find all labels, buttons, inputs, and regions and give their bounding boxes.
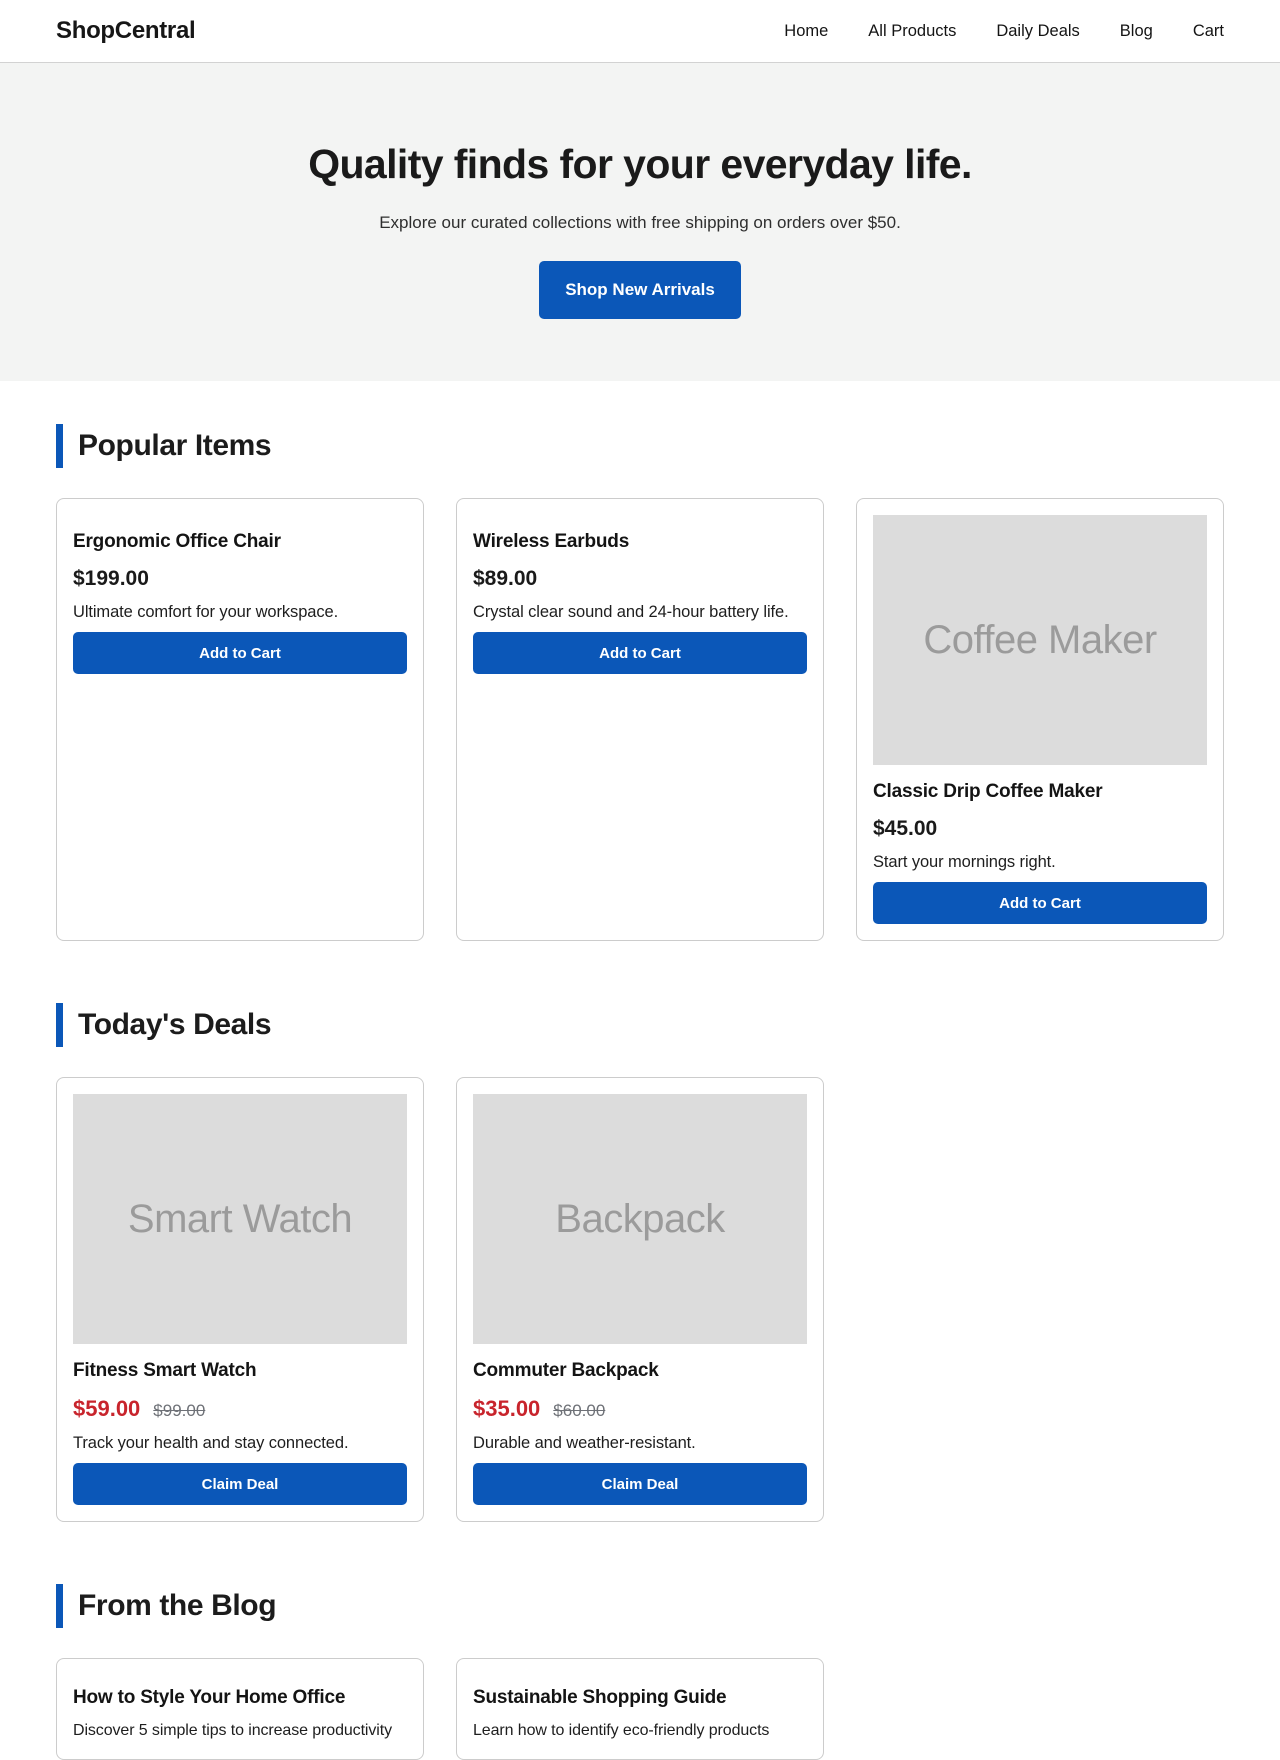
product-description: Start your mornings right. [873, 853, 1056, 872]
product-description: Crystal clear sound and 24-hour battery life. [473, 603, 789, 622]
product-card [856, 498, 1224, 941]
blog-heading: From the Blog [56, 1584, 1224, 1628]
nav-item-daily-deals[interactable]: Daily Deals [996, 21, 1080, 40]
nav-item-home[interactable]: Home [784, 21, 829, 40]
nav-item-blog[interactable]: Blog [1119, 21, 1153, 40]
product-name: Wireless Earbuds [473, 531, 630, 553]
product-name: Fitness Smart Watch [73, 1360, 257, 1382]
product-name: Classic Drip Coffee Maker [873, 781, 1103, 803]
blog-post-excerpt: Learn how to identify eco-friendly products [473, 1722, 770, 1740]
site-header [0, 0, 1280, 63]
deal-card [56, 1077, 424, 1522]
original-price: $99.00 [153, 1401, 206, 1421]
popular-items-heading: Popular Items [56, 424, 1224, 468]
blog-section [56, 1584, 1224, 1760]
product-price: $199.00 [73, 567, 149, 591]
product-image-placeholder: Coffee Maker [873, 515, 1207, 765]
blog-grid [56, 1658, 1224, 1760]
add-to-cart-button[interactable]: Add to Cart [473, 632, 807, 674]
shop-new-arrivals-button[interactable]: Shop New Arrivals [539, 261, 741, 319]
original-price: $60.00 [553, 1401, 606, 1421]
product-image-placeholder: Smart Watch [73, 1094, 407, 1344]
blog-post-excerpt: Discover 5 simple tips to increase productivity [73, 1722, 392, 1740]
deal-card [456, 1077, 824, 1522]
nav-item-all-products[interactable]: All Products [868, 21, 957, 40]
popular-items-section [56, 424, 1224, 941]
product-card [56, 498, 424, 941]
main-nav [784, 22, 1224, 41]
product-description: Durable and weather-resistant. [473, 1434, 696, 1453]
product-price: $89.00 [473, 567, 538, 591]
product-description: Ultimate comfort for your workspace. [73, 603, 339, 622]
add-to-cart-button[interactable]: Add to Cart [873, 882, 1207, 924]
product-image-placeholder: Backpack [473, 1094, 807, 1344]
product-description: Track your health and stay connected. [73, 1434, 349, 1453]
hero-subtitle: Explore our curated collections with free shipping on orders over $50. [379, 213, 901, 233]
blog-card [56, 1658, 424, 1760]
add-to-cart-button[interactable]: Add to Cart [73, 632, 407, 674]
blog-post-title: How to Style Your Home Office [73, 1687, 346, 1709]
deals-grid [56, 1077, 1224, 1522]
popular-items-grid [56, 498, 1224, 941]
nav-item-cart[interactable]: Cart [1192, 21, 1224, 40]
hero-banner [0, 63, 1280, 381]
product-name: Commuter Backpack [473, 1360, 659, 1382]
brand-logo[interactable]: ShopCentral [56, 17, 196, 44]
claim-deal-button[interactable]: Claim Deal [73, 1463, 407, 1505]
todays-deals-heading: Today's Deals [56, 1003, 1224, 1047]
sale-price: $35.00 [473, 1396, 541, 1422]
blog-card [456, 1658, 824, 1760]
sale-price: $59.00 [73, 1396, 141, 1422]
product-price: $45.00 [873, 817, 938, 841]
hero-title: Quality finds for your everyday life. [308, 141, 972, 187]
blog-post-title: Sustainable Shopping Guide [473, 1687, 727, 1709]
claim-deal-button[interactable]: Claim Deal [473, 1463, 807, 1505]
todays-deals-section [56, 1003, 1224, 1522]
product-card [456, 498, 824, 941]
product-name: Ergonomic Office Chair [73, 531, 281, 553]
